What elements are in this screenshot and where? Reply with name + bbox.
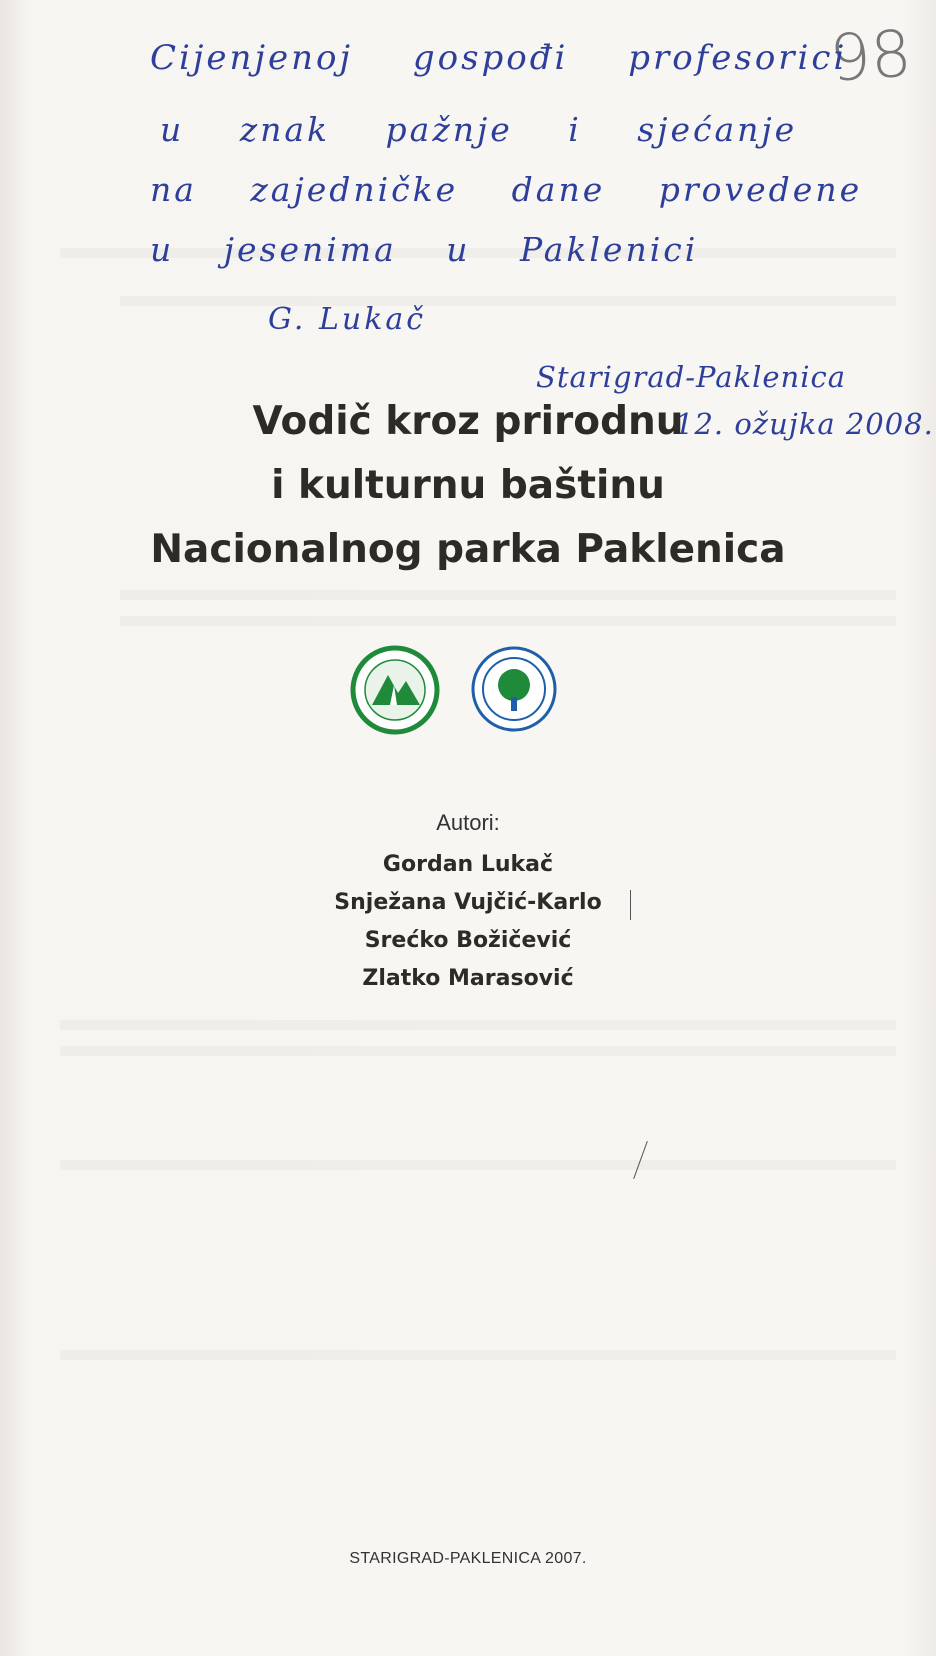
stray-pen-mark: [630, 890, 631, 920]
title-line-2: i kulturnu baštinu: [271, 463, 665, 508]
book-title: [0, 390, 936, 582]
inscription-signature: G. Lukač: [268, 302, 427, 337]
publication-place-year: STARIGRAD-PAKLENICA 2007.: [349, 1550, 587, 1567]
title-line-3: Nacionalnog parka Paklenica: [150, 527, 786, 572]
bleed-through-line: [120, 616, 896, 626]
authors-label: Autori:: [436, 810, 500, 835]
logos: [350, 645, 670, 745]
author-name: Zlatko Marasović: [362, 966, 574, 991]
national-park-logo: [350, 645, 440, 735]
bleed-through-line: [60, 1020, 896, 1030]
author-name: Srećko Božičević: [364, 928, 572, 953]
author-name: Gordan Lukač: [382, 852, 554, 877]
inscription-line-3: na zajedničke dane provedene: [150, 170, 863, 209]
bleed-through-line: [120, 590, 896, 600]
bleed-through-line: [60, 1350, 896, 1360]
authors-block: [0, 810, 936, 998]
inscription-date: 12. ožujka 2008.: [675, 407, 934, 441]
inscription-line-2: u znak pažnje i sjećanje: [160, 110, 798, 149]
title-line-1: Vodič kroz prirodnu: [252, 399, 684, 444]
bleed-through-line: [120, 296, 896, 306]
nature-protection-logo: [470, 645, 558, 733]
pencil-mark: 98: [827, 17, 914, 97]
author-name: Snježana Vujčić-Karlo: [334, 890, 602, 915]
inscription-line-4: u jesenima u Paklenici: [150, 230, 699, 269]
inscription-place: Starigrad-Paklenica: [536, 360, 847, 394]
bleed-through-line: [60, 1046, 896, 1056]
bleed-through-line: [60, 1160, 896, 1170]
inscription-line-1: Cijenjenoj gospođi profesorici: [150, 38, 848, 78]
